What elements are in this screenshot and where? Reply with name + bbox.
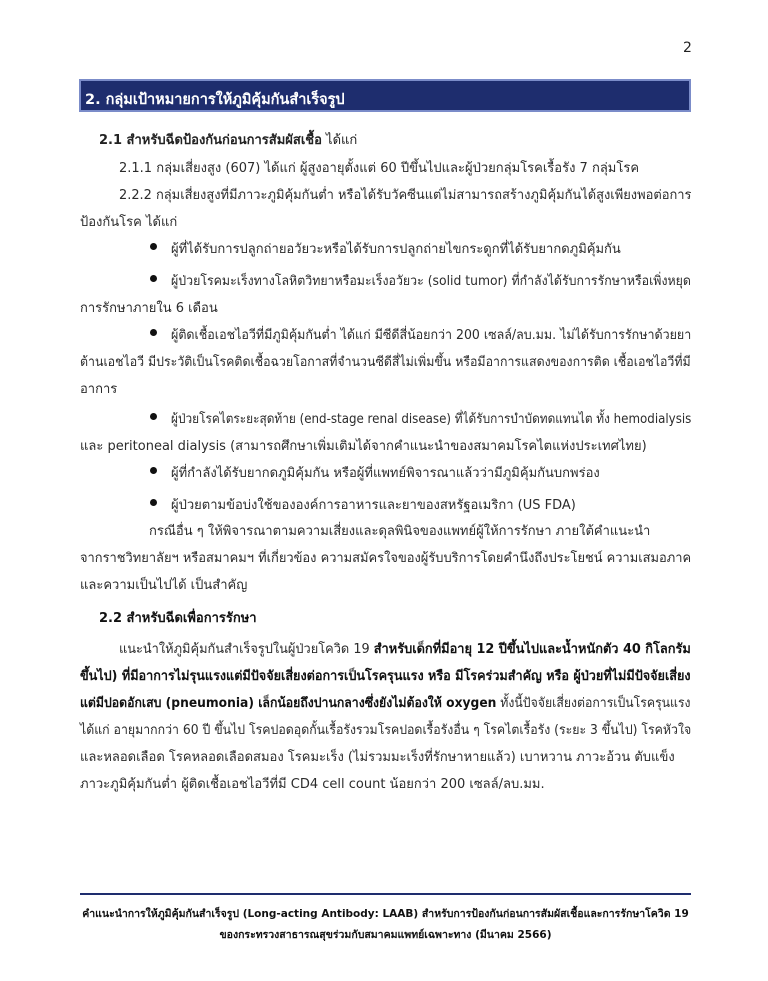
section-heading: 2. กลุ่มเป้าหมายการให้ภูมิคุ้มกันสำเร็จรูป [79, 79, 691, 112]
subsection-2-1-title [99, 129, 357, 150]
treatment-para-line2: ขึ้นไป) ที่มีอาการไม่รุนแรงแต่มีปัจจัยเสี่ยงต่อการเป็นโรครุนแรง หรือ มีโรคร่วมสำคัญ หรือ ผู้ป่วยที่ไม่มีปัจจัยเสี่ยง [80, 669, 691, 684]
bullet-dot [150, 499, 157, 506]
subsection-2-2-title: 2.2 สำหรับฉีดเพื่อการรักษา [99, 611, 257, 626]
page-number: 2 [683, 40, 692, 56]
treatment-para-line6: ภาวะภูมิคุ้มกันต่ำ ผู้ติดเชื้อเอชไอวีที่มี CD4 cell count น้อยกว่า 200 เซลล์/ลบ.มม. [80, 777, 545, 792]
footer-rule [80, 893, 691, 895]
note-line-3: และความเป็นไปได้ เป็นสำคัญ [80, 578, 248, 593]
bullet-1: ผู้ที่ได้รับการปลูกถ่ายอวัยวะหรือได้รับการปลูกถ่ายไขกระดูกที่ได้รับยากดภูมิคุ้มกัน [171, 242, 621, 257]
bullet-dot [150, 275, 157, 282]
bullet-4-line2: และ peritoneal dialysis (สามารถศึกษาเพิ่มเติมได้จากคำแนะนำของสมาคมโรคไตแห่งประเทศไทย) [80, 439, 647, 454]
bullet-dot [150, 467, 157, 474]
subsection-2-1-title-bold: 2.1 สำหรับฉีดป้องกันก่อนการสัมผัสเชื้อ [99, 133, 322, 148]
note-line-2: จากราชวิทยาลัยฯ หรือสมาคมฯ ที่เกี่ยวข้อง ความสมัครใจของผู้รับบริการโดยคำนึงถึงประโยชน์ ความเสมอภาค [80, 551, 692, 566]
bullet-3-line2: ต้านเอชไอวี มีประวัติเป็นโรคติดเชื้อฉวยโอกาสที่จำนวนซีดีสี่ไม่เพิ่มขึ้น หรือมีอาการแสดงของการติด เชื้อเอชไอวีที่มี [80, 355, 691, 370]
footer-line-1: คำแนะนำการให้ภูมิคุ้มกันสำเร็จรูป (Long-acting Antibody: LAAB) สำหรับการป้องกันก่อนการสัมผัสเชื้อและการรักษาโควิด 19 [82, 908, 689, 920]
bullet-3-line3: อาการ [80, 382, 118, 397]
treatment-para-line1-normal: แนะนำให้ภูมิคุ้มกันสำเร็จรูปในผู้ป่วยโควิด 19 [119, 642, 374, 657]
subsection-2-1-title-rest: ได้แก่ [321, 133, 358, 148]
bullet-4-line1: ผู้ป่วยโรคไตระยะสุดท้าย (end-stage renal disease) ที่ได้รับการบำบัดทดแทนไต ทั้ง hemodialysis [171, 412, 692, 427]
bullet-dot [150, 413, 157, 420]
treatment-para-line3 [80, 692, 691, 713]
bullet-2-line2: การรักษาภายใน 6 เดือน [80, 301, 218, 316]
footer-line-2: ของกระทรวงสาธารณสุขร่วมกับสมาคมแพทย์เฉพาะทาง (มีนาคม 2566) [219, 929, 552, 941]
treatment-para-line3-normal: ทั้งนี้ปัจจัยเสี่ยงต่อการเป็นโรครุนแรง [496, 696, 691, 711]
bullet-3-line1: ผู้ติดเชื้อเอชไอวีที่มีภูมิคุ้มกันต่ำ ได้แก่ มีซีดีสี่น้อยกว่า 200 เซลล์/ลบ.มม. ไม่ได้รับการรักษาด้วยยา [171, 328, 692, 343]
item-2-2-2-line2: ป้องกันโรค ได้แก่ [80, 215, 178, 230]
treatment-para-line5: และหลอดเลือด โรคหลอดเลือดสมอง โรคมะเร็ง (ไม่รวมมะเร็งที่รักษาหายแล้ว) เบาหวาน ภาวะอ้วน ตับแข็ง [80, 750, 675, 765]
treatment-para-line4: ได้แก่ อายุมากกว่า 60 ปี ขึ้นไป โรคปอดอุดกั้นเรื้อรังรวมโรคปอดเรื้อรังอื่น ๆ โรคไตเรื้อรัง (ระยะ 3 ขึ้นไป) โรคหัวใจ [80, 723, 692, 738]
bullet-dot [150, 329, 157, 336]
note-line-1: กรณีอื่น ๆ ให้พิจารณาตามความเสี่ยงและดุลพินิจของแพทย์ผู้ให้การรักษา ภายใต้คำแนะนำ [149, 524, 651, 539]
treatment-para-line1 [119, 638, 691, 659]
item-2-2-2-line1: 2.2.2 กลุ่มเสี่ยงสูงที่มีภาวะภูมิคุ้มกันต่ำ หรือได้รับวัคซีนแต่ไม่สามารถสร้างภูมิคุ้มกันได้สูงเพียงพอต่อการ [119, 188, 692, 203]
bullet-5: ผู้ที่กำลังได้รับยากดภูมิคุ้มกัน หรือผู้ที่แพทย์พิจารณาแล้วว่ามีภูมิคุ้มกันบกพร่อง [171, 466, 600, 481]
treatment-para-line1-bold: สำหรับเด็กที่มีอายุ 12 ปีขึ้นไปและน้ำหนักตัว 40 กิโลกรัม [373, 642, 691, 657]
bullet-6: ผู้ป่วยตามข้อบ่งใช้ขององค์การอาหารและยาของสหรัฐอเมริกา (US FDA) [171, 498, 576, 513]
item-2-1-1: 2.1.1 กลุ่มเสี่ยงสูง (607) ได้แก่ ผู้สูงอายุตั้งแต่ 60 ปีขึ้นไปและผู้ป่วยกลุ่มโรคเรื้อรัง 7 กลุ่มโรค [119, 161, 640, 176]
bullet-2-line1: ผู้ป่วยโรคมะเร็งทางโลหิตวิทยาหรือมะเร็งอวัยวะ (solid tumor) ที่กำลังได้รับการรักษาหรือเพิ่งหยุด [171, 274, 691, 289]
bullet-dot [150, 243, 157, 250]
treatment-para-line3-bold: แต่มีปอดอักเสบ (pneumonia) เล็กน้อยถึงปานกลางซึ่งยังไม่ต้องให้ oxygen [80, 696, 497, 711]
